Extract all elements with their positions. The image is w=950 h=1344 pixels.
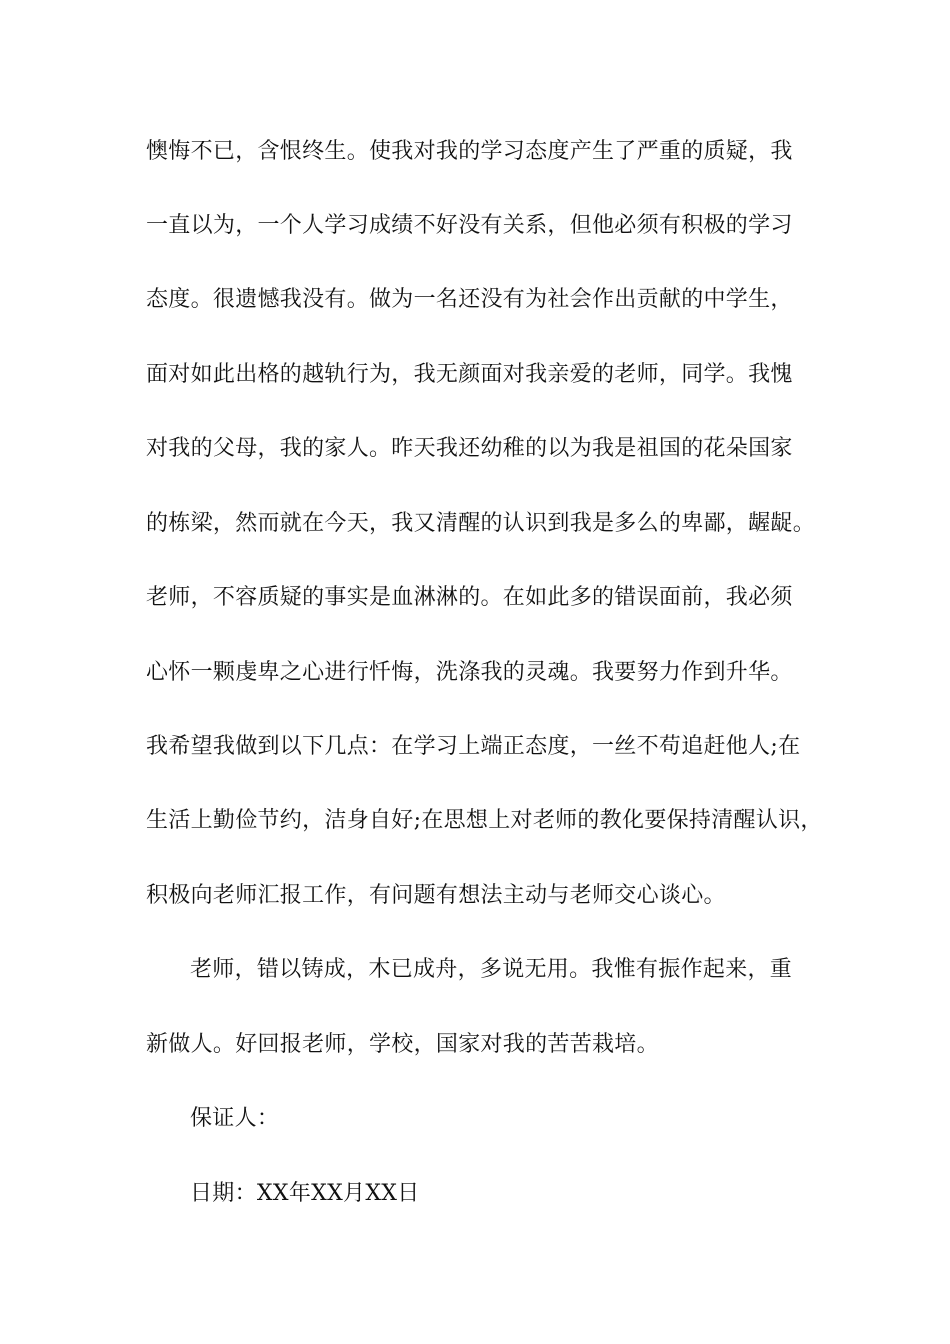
text-line: 对我的父母，我的家人。昨天我还幼稚的以为我是祖国的花朵国家 (146, 436, 793, 461)
text-line: 态度。很遗憾我没有。做为一名还没有为社会作出贡献的中学生， (146, 287, 793, 312)
date-line: 日期：XX年XX月XX日 (190, 1181, 420, 1206)
text-line: 面对如此出格的越轨行为，我无颜面对我亲爱的老师，同学。我愧 (146, 362, 793, 387)
text-line: 我希望我做到以下几点：在学习上端正态度，一丝不苟追赶他人;在 (146, 734, 801, 759)
text-line: 生活上勤俭节约，洁身自好;在思想上对老师的教化要保持清醒认识， (146, 808, 823, 833)
text-line: 新做人。好回报老师，学校，国家对我的苦苦栽培。 (146, 1032, 659, 1057)
text-line: 懊悔不已，含恨终生。使我对我的学习态度产生了严重的质疑，我 (146, 139, 793, 164)
text-line: 老师，不容质疑的事实是血淋淋的。在如此多的错误面前，我必须 (146, 585, 793, 610)
guarantor-label: 保证人： (190, 1106, 280, 1131)
text-line: 一直以为，一个人学习成绩不好没有关系，但他必须有积极的学习 (146, 213, 793, 238)
text-line: 的栋梁，然而就在今天，我又清醒的认识到我是多么的卑鄙，龌龊。 (146, 511, 816, 536)
text-line: 心怀一颗虔卑之心进行忏悔，洗涤我的灵魂。我要努力作到升华。 (146, 660, 793, 685)
text-line: 老师，错以铸成，木已成舟，多说无用。我惟有振作起来，重 (190, 957, 793, 982)
text-line: 积极向老师汇报工作，有问题有想法主动与老师交心谈心。 (146, 883, 726, 908)
